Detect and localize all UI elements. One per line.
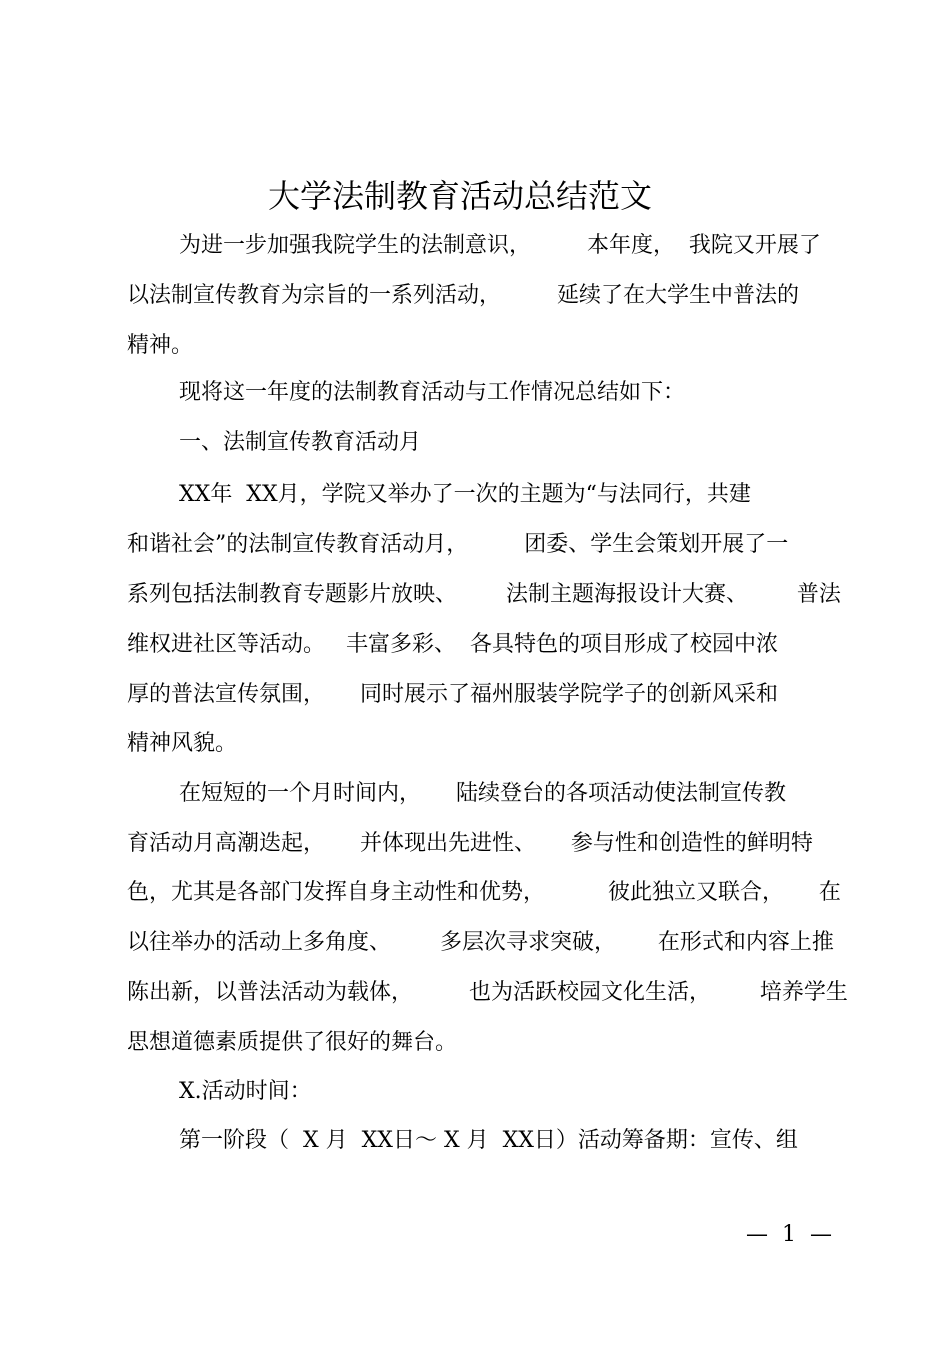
paragraph-line: 精神风貌。 (127, 731, 238, 756)
paragraph-line: 以法制宣传教育为宗旨的一系列活动， 延续了在大学生中普法的 (127, 283, 799, 308)
paragraph-line: 为进一步加强我院学生的法制意识， 本年度， 我院又开展了 (179, 233, 821, 258)
paragraph-line: 思想道德素质提供了很好的舞台。 (127, 1030, 458, 1055)
paragraph-line: 和谐社会”的法制宣传教育活动月， 团委、学生会策划开展了一 (127, 532, 789, 557)
paragraph-line: XX年 XX月，学院又举办了一次的主题为“与法同行，共建 (179, 482, 751, 507)
paragraph-line: 第一阶段（ X 月 XX日～ X 月 XX日）活动筹备期：宣传、组 (179, 1128, 798, 1153)
paragraph-line: 厚的普法宣传氛围， 同时展示了福州服装学院学子的创新风采和 (127, 682, 778, 707)
paragraph-line: 以往举办的活动上多角度、 多层次寻求突破， 在形式和内容上推 (127, 930, 834, 955)
paragraph-line: 系列包括法制教育专题影片放映、 法制主题海报设计大赛、 普法 (127, 582, 841, 607)
paragraph-line: 现将这一年度的法制教育活动与工作情况总结如下： (179, 380, 686, 405)
paragraph-line: 陈出新，以普法活动为载体， 也为活跃校园文化生活， 培养学生 (127, 980, 848, 1005)
page-number: — 1 — (746, 1222, 832, 1247)
section-heading: 一、法制宣传教育活动月 (179, 430, 422, 455)
document-title: 大学法制教育活动总结范文 (267, 177, 652, 215)
paragraph-line: 育活动月高潮迭起， 并体现出先进性、 参与性和创造性的鲜明特 (127, 831, 813, 856)
paragraph-line: 色，尤其是各部门发挥自身主动性和优势， 彼此独立又联合， 在 (127, 880, 841, 905)
subsection-heading: X.活动时间： (179, 1079, 312, 1104)
paragraph-line: 在短短的一个月时间内， 陆续登台的各项活动使法制宣传教 (179, 781, 786, 806)
paragraph-line: 维权进社区等活动。 丰富多彩、 各具特色的项目形成了校园中浓 (127, 632, 778, 657)
paragraph-line: 精神。 (127, 333, 194, 358)
